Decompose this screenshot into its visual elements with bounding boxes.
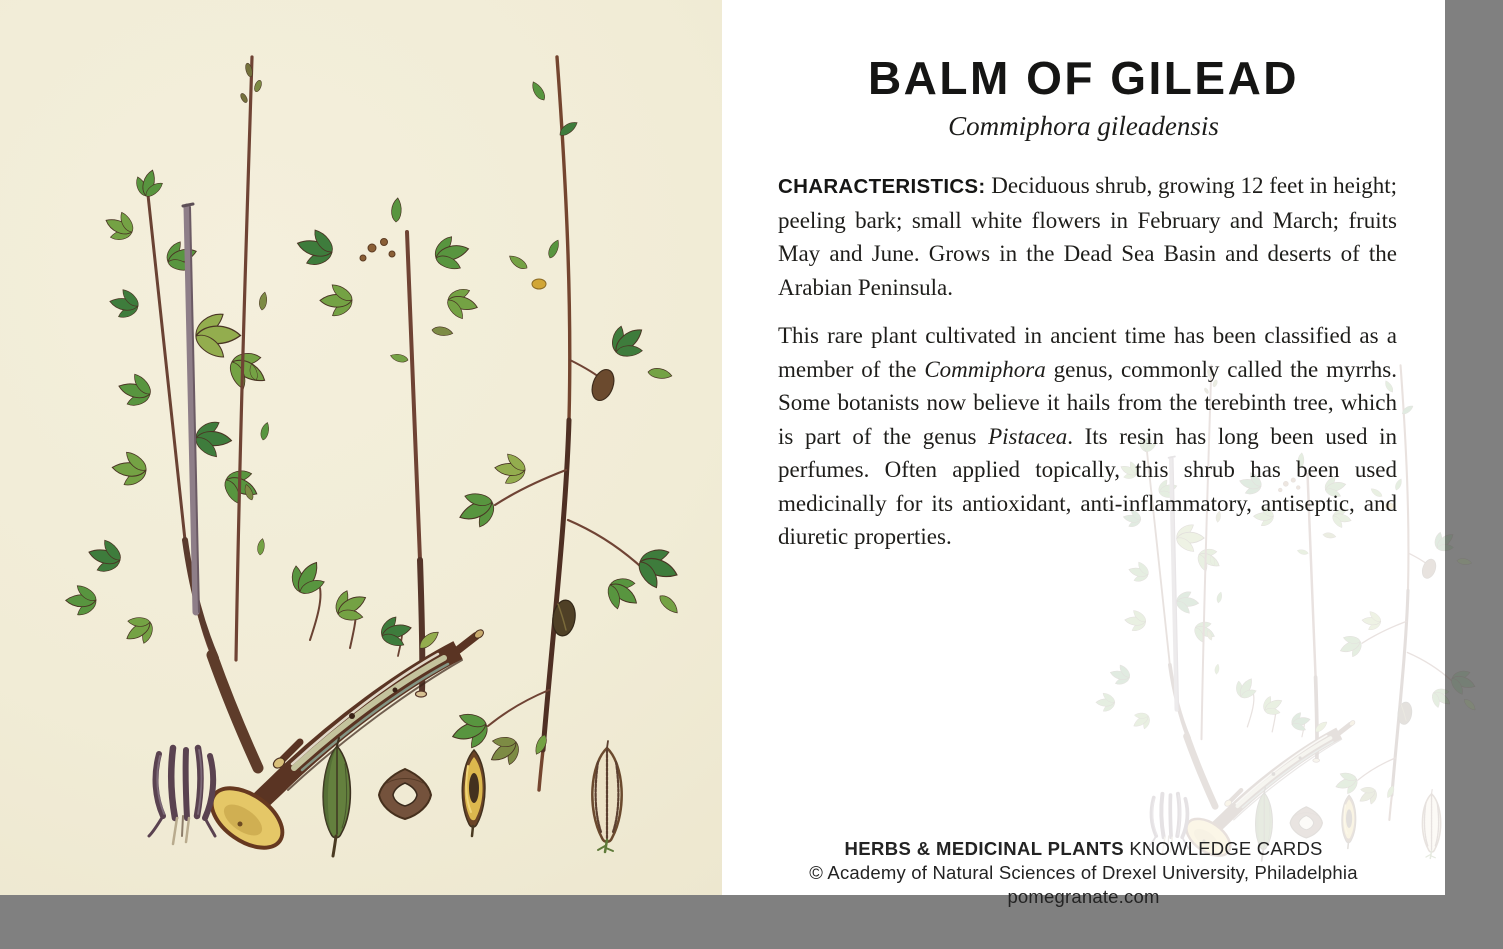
flower-detail (149, 748, 215, 844)
characteristics-paragraph (778, 169, 1397, 304)
description-segment: . Its resin has long been used in perfumes. Often applied topically, this shrub has been used medicinally for its antioxidant, anti-inflammatory, antiseptic, and diuretic properties. (778, 423, 1397, 550)
genus-name-italic: Commiphora (924, 356, 1046, 382)
description-segment: This rare plant cultivated in ancient time has been classified as a member of the (778, 323, 1397, 382)
series-title-regular: KNOWLEDGE CARDS (1129, 838, 1323, 859)
publisher-website: pomegranate.com (1007, 886, 1160, 907)
botanical-illustration (0, 0, 722, 895)
left-leafy-twig (64, 165, 300, 770)
text-panel (722, 0, 1445, 907)
card-footer (722, 837, 1445, 909)
copyright-line: © Academy of Natural Sciences of Drexel University, Philadelphia (809, 862, 1358, 883)
card-body (778, 169, 1397, 554)
ribbed-pod (592, 741, 621, 852)
genus-name-italic: Pistacea (988, 423, 1068, 449)
card-title: BALM OF GILEAD (867, 52, 1300, 104)
series-title-bold: HERBS & MEDICINAL PLANTS (844, 838, 1125, 859)
opened-yellow-pod (462, 750, 485, 836)
tall-right-stem (447, 57, 686, 790)
illustration-panel (0, 0, 722, 895)
pod-cross-section (379, 769, 431, 819)
description-paragraph (778, 319, 1397, 554)
description-segment: genus, commonly called the myrrhs. Some botanists now believe it hails from the terebinth tree, which is part of the genus (778, 356, 1397, 449)
latin-name: Commiphora gileadensis (948, 111, 1219, 142)
characteristics-label: CHARACTERISTICS: (778, 175, 986, 199)
series-title (722, 837, 1445, 861)
characteristics-text: Deciduous shrub, growing 12 feet in height; peeling bark; small white flowers in February and March; fruits May and June. Grows in the Dead Sea Basin and deserts of the Arabian Peninsula. (778, 173, 1397, 300)
